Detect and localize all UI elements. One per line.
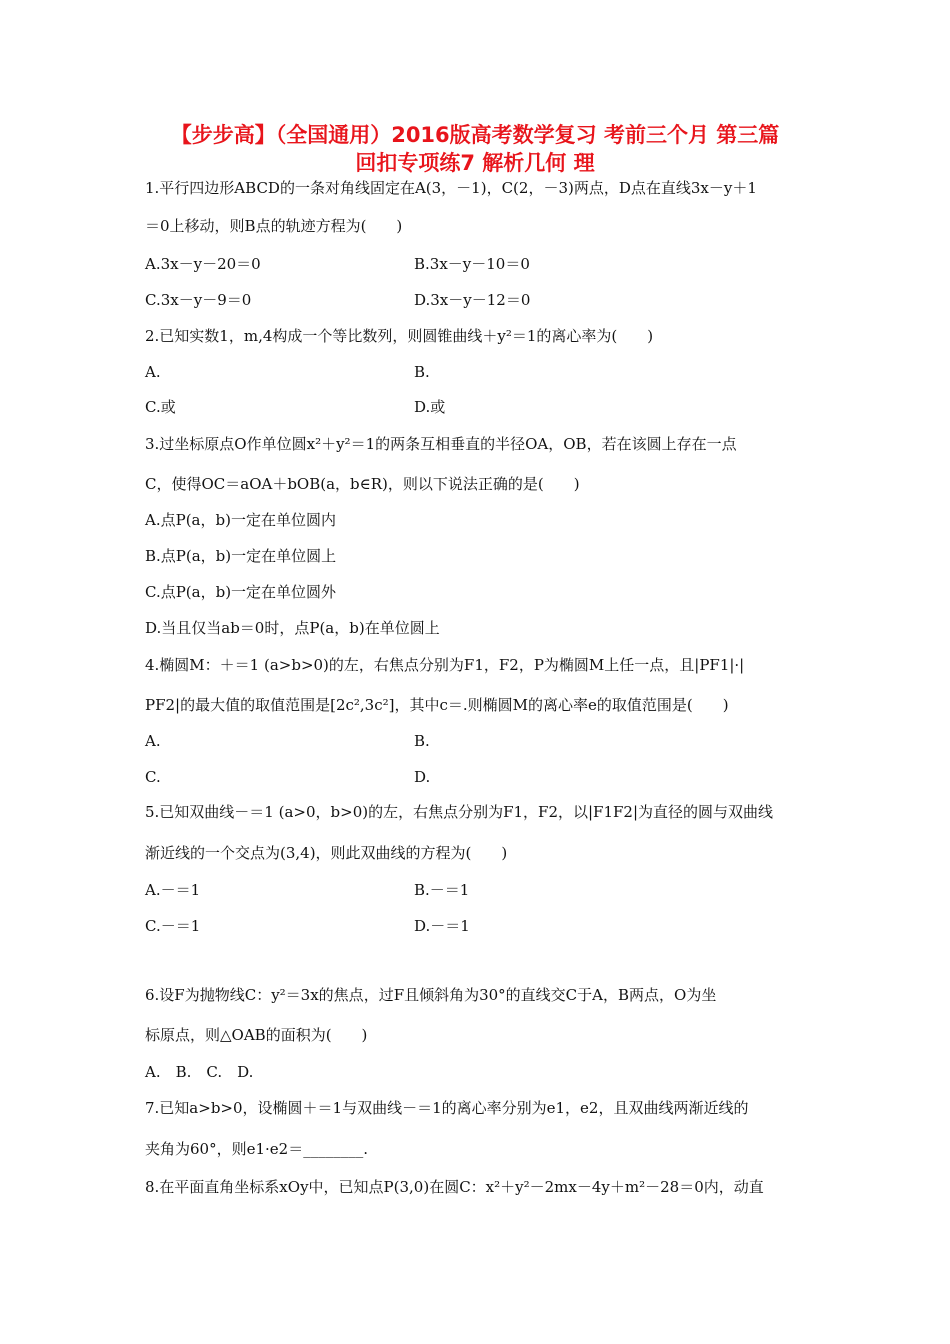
q2-option-d: D.或: [414, 398, 446, 416]
q7-stem-line-2: 夹角为60°，则e1·e2＝________.: [145, 1140, 368, 1158]
q3-option-a: A.点P(a，b)一定在单位圆内: [145, 511, 336, 529]
q1-option-b: B.3x－y－10＝0: [414, 255, 530, 273]
q1-stem-line-1: 1.平行四边形ABCD的一条对角线固定在A(3，－1)，C(2，－3)两点，D点在直线3x－y＋1: [145, 179, 757, 197]
q5-option-d: D.－＝1: [414, 917, 470, 935]
title-line-2: 回扣专项练7 解析几何 理: [355, 151, 595, 175]
q4-stem-line-2: PF2|的最大值的取值范围是[2c²,3c²]，其中c＝.则椭圆M的离心率e的取值范围是( ): [145, 696, 729, 714]
q4-option-c: C.: [145, 768, 161, 786]
q8-stem-line-1: 8.在平面直角坐标系xOy中，已知点P(3,0)在圆C：x²＋y²－2mx－4y＋m²－28＝0内，动直: [145, 1178, 764, 1196]
q1-option-c: C.3x－y－9＝0: [145, 291, 252, 309]
q2-option-c: C.或: [145, 398, 176, 416]
q5-stem-line-1: 5.已知双曲线－＝1 (a>0，b>0)的左，右焦点分别为F1，F2，以|F1F2|为直径的圆与双曲线: [145, 803, 774, 821]
q7-stem-line-1: 7.已知a>b>0，设椭圆＋＝1与双曲线－＝1的离心率分别为e1，e2，且双曲线两渐近线的: [145, 1099, 749, 1117]
q5-option-b: B.－＝1: [414, 881, 470, 899]
q3-option-b: B.点P(a，b)一定在单位圆上: [145, 547, 337, 565]
q5-stem-line-2: 渐近线的一个交点为(3,4)，则此双曲线的方程为( ): [145, 844, 508, 862]
q1-stem-line-2: ＝0上移动，则B点的轨迹方程为( ): [145, 217, 403, 235]
title-line-1: 【步步高】（全国通用）2016版高考数学复习 考前三个月 第三篇: [170, 123, 780, 147]
q4-option-a: A.: [145, 732, 161, 750]
q2-option-a: A.: [145, 363, 161, 381]
q2-stem-line-1: 2.已知实数1，m,4构成一个等比数列，则圆锥曲线＋y²＝1的离心率为( ): [145, 327, 654, 345]
q1-option-d: D.3x－y－12＝0: [414, 291, 531, 309]
q4-stem-line-1: 4.椭圆M：＋＝1 (a>b>0)的左，右焦点分别为F1，F2，P为椭圆M上任一点，且|PF1|·|: [145, 656, 745, 674]
q3-option-d: D.当且仅当ab＝0时，点P(a，b)在单位圆上: [145, 619, 440, 637]
q3-option-c: C.点P(a，b)一定在单位圆外: [145, 583, 337, 601]
q3-stem-line-1: 3.过坐标原点O作单位圆x²＋y²＝1的两条互相垂直的半径OA，OB，若在该圆上存在一点: [145, 435, 737, 453]
q3-stem-line-2: C，使得OC＝aOA＋bOB(a，b∈R)，则以下说法正确的是( ): [145, 475, 580, 493]
q6-options: A. B. C. D.: [145, 1063, 254, 1081]
q4-option-b: B.: [414, 732, 430, 750]
q5-option-c: C.－＝1: [145, 917, 201, 935]
q6-stem-line-2: 标原点，则△OAB的面积为( ): [145, 1026, 368, 1044]
q1-option-a: A.3x－y－20＝0: [145, 255, 261, 273]
q4-option-d: D.: [414, 768, 431, 786]
q6-stem-line-1: 6.设F为抛物线C：y²＝3x的焦点，过F且倾斜角为30°的直线交C于A，B两点，O为坐: [145, 986, 717, 1004]
q2-option-b: B.: [414, 363, 430, 381]
q5-option-a: A.－＝1: [145, 881, 201, 899]
document-title: [130, 121, 820, 177]
